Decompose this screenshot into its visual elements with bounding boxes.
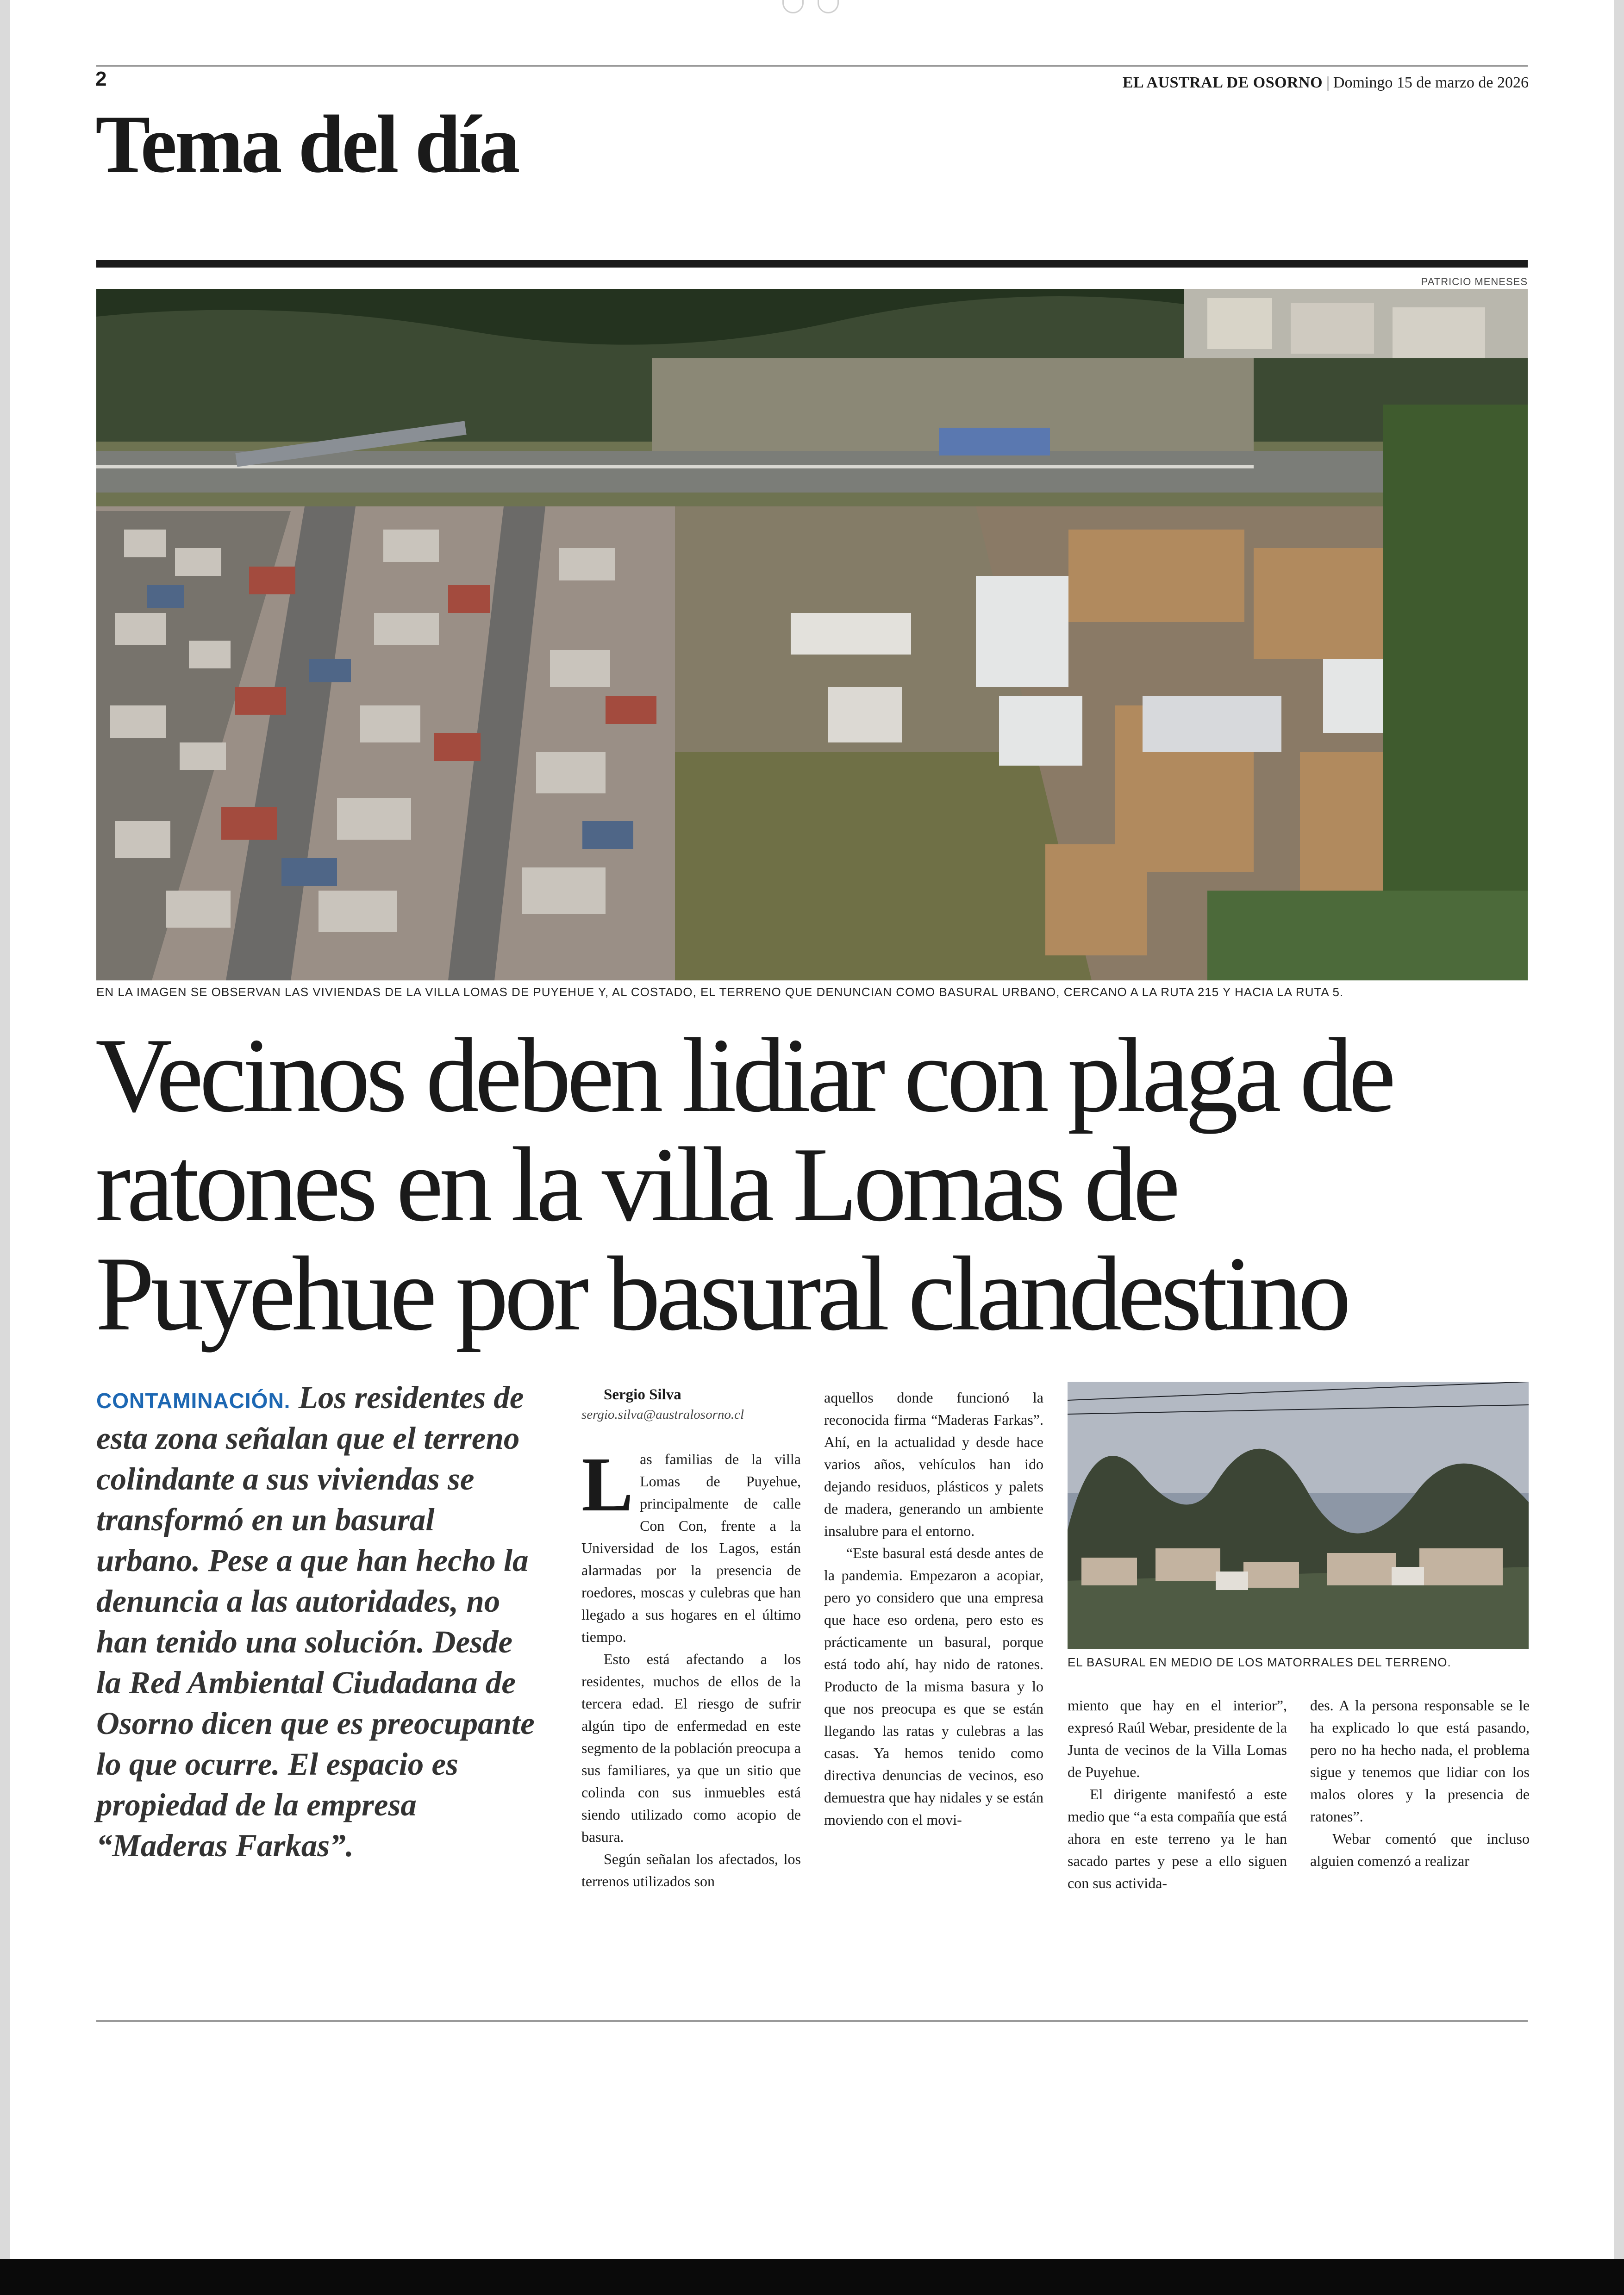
page-edge-right <box>1614 0 1624 2295</box>
paragraph: aquellos donde funcionó la reconocida firma “Maderas Farkas”. Ahí, en la actualidad y desde hace varios años, vehículos han ido dejando residuos, plásticos y palets de madera, generando un ambiente insalubre para el entorno. <box>824 1389 1043 1539</box>
article-column-4 <box>1310 1694 1530 1872</box>
next-page-dot[interactable] <box>818 0 839 13</box>
masthead <box>1123 74 1529 92</box>
paragraph: El dirigente manifestó a este medio que “a esta compañía que está ahora en este terreno ya le han sacado partes y pese a ello siguen con sus activida- <box>1068 1786 1287 1891</box>
author-email[interactable]: sergio.silva@australosorno.cl <box>581 1407 744 1422</box>
secondary-photo-caption: EL BASURAL EN MEDIO DE LOS MATORRALES DEL TERRENO. <box>1068 1655 1451 1669</box>
deck-text: Los residentes de esta zona señalan que el terreno colindante a sus viviendas se transformó en un basural urbano. Pese a que han hecho la denuncia a las autoridades, no han tenido una solución. Desde la Red Ambiental Ciudadana de Osorno dicen que es preocupante lo que ocurre. El espacio es propiedad de la empresa “Maderas Farkas”. <box>96 1380 535 1863</box>
page-number: 2 <box>95 68 107 90</box>
article-column-1 <box>581 1386 801 1892</box>
paragraph: Esto está afectando a los residentes, muchos de ellos de la tercera edad. El riesgo de sufrir algún tipo de enfermedad en este segmento de la población preocupa a sus familiares, ya que un sitio que colinda con sus inmuebles está siendo utilizado como acopio de basura. <box>581 1651 801 1845</box>
masthead-separator: | <box>1326 74 1330 91</box>
section-rule <box>96 260 1528 268</box>
article-column-3 <box>1068 1694 1287 1894</box>
paragraph: Según señalan los afectados, los terrenos utilizados son <box>581 1851 801 1890</box>
photo-credit: PATRICIO MENESES <box>1421 276 1528 287</box>
article-column-2 <box>824 1386 1043 1831</box>
article-deck <box>96 1377 541 1866</box>
paragraph <box>581 1441 801 1648</box>
footer-rule <box>96 2020 1528 2022</box>
header-rule <box>96 65 1528 67</box>
article-headline: Vecinos deben lidiar con plaga de ratones en la villa Lomas de Puyehue por basural clandestino <box>95 1016 1392 1353</box>
main-photo-caption: EN LA IMAGEN SE OBSERVAN LAS VIVIENDAS DE LA VILLA LOMAS DE PUYEHUE Y, AL COSTADO, EL TERRENO QUE DENUNCIAN COMO BASURAL URBANO, CERCANO A LA RUTA 215 Y HACIA LA RUTA 5. <box>96 985 1344 999</box>
paragraph: “Este basural está desde antes de la pandemia. Empezaron a acopiar, pero yo considero que una empresa que hace eso ordena, pero esto es prácticamente un basural, porque está todo ahí, hay nido de ratones. Producto de la misma basura y lo que nos preocupa es que se están llegando las ratas y culebras a las casas. Ya hemos tenido como directiva denuncias de vecinos, eso demuestra que hay nidales y se están moviendo con el movi- <box>824 1545 1043 1828</box>
author-name: Sergio Silva <box>604 1386 681 1403</box>
page-nav-dots[interactable] <box>782 0 839 13</box>
secondary-photo <box>1068 1382 1529 1649</box>
paragraph: Webar comentó que incluso alguien comenzó a realizar <box>1310 1830 1530 1869</box>
paragraph: des. A la persona responsable se le ha explicado lo que está pasando, pero no ha hecho nada, el problema sigue y tenemos que lidiar con los malos olores y la presencia de ratones”. <box>1310 1697 1530 1825</box>
page-edge-left <box>0 0 10 2295</box>
article-kicker: CONTAMINACIÓN. <box>96 1389 291 1413</box>
dropcap: L <box>581 1441 634 1528</box>
viewer-bottom-bar <box>0 2259 1624 2295</box>
paragraph-text: as familias de la villa Lomas de Puyehue, principalmente de calle Con Con, frente a la Universidad de los Lagos, están alarmadas por la presencia de roedores, moscas y culebras que han llegado a sus hogares en el último tiempo. <box>581 1451 801 1645</box>
main-aerial-photo <box>96 289 1528 980</box>
section-title: Tema del día <box>95 98 518 190</box>
publication-date: Domingo 15 de marzo de 2026 <box>1333 74 1529 91</box>
publication-name: EL AUSTRAL DE OSORNO <box>1122 74 1323 91</box>
paragraph: miento que hay en el interior”, expresó Raúl Webar, presidente de la Junta de vecinos de la Villa Lomas de Puyehue. <box>1068 1697 1287 1780</box>
prev-page-dot[interactable] <box>782 0 804 13</box>
